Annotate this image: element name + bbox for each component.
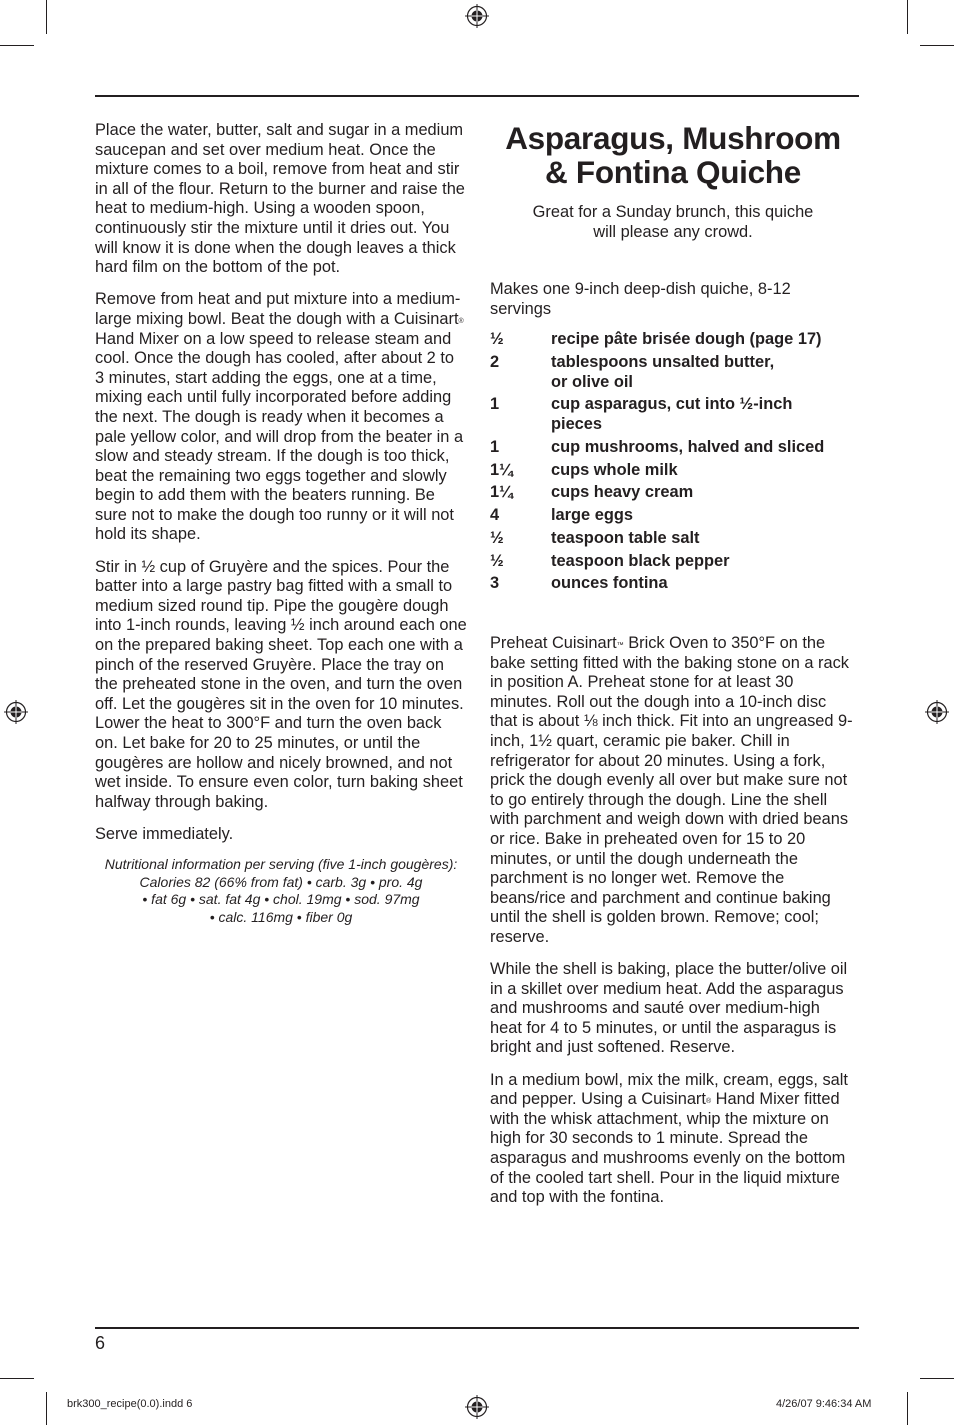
crop-mark <box>907 0 908 34</box>
crop-mark <box>920 45 954 46</box>
crop-mark <box>0 1378 34 1379</box>
text-run: Hand Mixer fitted with the whisk attachment, whip the mixture on high for 30 seconds to 1 minute. Spread the asparagus and mushrooms evenly on the bottom of the cooled tart shell. Pour in the liquid mixture and top with the fontina. <box>490 1090 846 1207</box>
method-paragraph: Stir in ½ cup of Gruyère and the spices. Pour the batter into a large pastry bag fitted with a small to medium sized round tip. Pipe the gougère dough into 1-inch rounds, leaving ½ inch around each one on the prepared baking sheet. Top each one with a pinch of the reserved Gruyère. Place the tray on the preheated stone in the oven, and turn the oven off. Let the gougères sit in the oven for 10 minutes. Lower the heat to 300°F and turn the oven back on. Let bake for 20 to 25 minutes, or until the gougères are hollow and nicely browned, and not wet inside. To ensure even color, turn baking sheet halfway through baking. <box>95 557 467 811</box>
ingredient-qty: 4 <box>490 506 500 525</box>
ingredient-row <box>490 552 856 572</box>
text-run: Remove from heat and put mixture into a medium-large mixing bowl. Beat the dough with a Cuisinart <box>95 290 461 328</box>
text-run: Preheat Cuisinart <box>490 634 617 652</box>
ingredient-item: ounces fontina <box>551 574 668 593</box>
registration-mark-icon <box>925 700 949 724</box>
recipe-subtitle: Great for a Sunday brunch, this quiche will please any crowd. <box>532 203 814 241</box>
ingredient-row <box>490 438 856 458</box>
crop-mark <box>920 1378 954 1379</box>
slug-timestamp: 4/26/07 9:46:34 AM <box>776 1398 872 1410</box>
ingredient-item: cup asparagus, cut into ½-inch pieces <box>551 395 793 433</box>
ingredient-item: cups whole milk <box>551 460 678 479</box>
text-run: In a medium bowl, mix the milk, cream, eggs, salt and pepper. Using a Cuisinart <box>490 1070 848 1109</box>
registration-mark-icon <box>465 1395 489 1419</box>
crop-mark <box>46 0 47 34</box>
ingredient-qty: 2 <box>490 352 500 371</box>
ingredient-row <box>490 395 856 434</box>
ingredient-qty: 1¼ <box>490 483 513 502</box>
ingredient-item: teaspoon table salt <box>551 528 700 547</box>
ingredient-list <box>490 330 856 594</box>
ingredient-item: recipe pâte brisée dough (page 17) <box>551 330 822 349</box>
ingredient-row <box>490 529 856 549</box>
ingredient-qty: 1¼ <box>490 460 513 479</box>
ingredient-row <box>490 506 856 526</box>
method-paragraph: Place the water, butter, salt and sugar in a medium saucepan and set over medium heat. Once the mixture comes to a boil, remove from heat and stir in all of the flour. Return to the burner and raise the heat to medium-high. Using a wooden spoon, continuously stir the mixture until it dries out. You will know it is done when the dough leaves a thick hard film on the bottom of the pot. <box>95 121 465 277</box>
recipe-yield: Makes one 9-inch deep-dish quiche, 8-12 servings <box>490 280 791 318</box>
serve-note: Serve immediately. <box>95 824 234 843</box>
method-step <box>490 1071 856 1208</box>
trademark-symbol: ™ <box>616 642 624 649</box>
ingredient-row <box>490 483 856 503</box>
ingredient-row <box>490 330 856 350</box>
ingredient-item: teaspoon black pepper <box>551 551 730 570</box>
header-rule <box>95 95 859 97</box>
ingredient-item: tablespoons unsalted butter, or olive oil <box>551 352 775 391</box>
ingredient-qty: 1 <box>490 437 500 456</box>
ingredient-qty: ½ <box>490 551 504 570</box>
left-column <box>95 121 467 927</box>
ingredient-qty: 3 <box>490 574 500 593</box>
footer-rule <box>95 1327 859 1329</box>
page-number: 6 <box>95 1333 106 1353</box>
ingredient-row <box>490 461 856 481</box>
ingredient-qty: ½ <box>490 330 504 349</box>
ingredient-qty: ½ <box>490 528 504 547</box>
slug-filename: brk300_recipe(0.0).indd 6 <box>67 1398 193 1410</box>
text-run: Hand Mixer on a low speed to release steam and cool. Once the dough has cooled, after about 2 to 3 minutes, start adding the eggs, one at a time, mixing each until fully incorporated before adding the next. The dough is ready when it becomes a pale yellow color, and will drop from the beater in a slow and steady stream. If the dough is too thick, beat the remaining two eggs together and slowly begin to add them with the beaters running. Be sure not to make the dough too runny or it will not hold its shape. <box>95 329 464 544</box>
ingredient-item: cups heavy cream <box>551 483 694 502</box>
crop-mark <box>46 1392 47 1425</box>
text-run: Brick Oven to 350°F on the bake setting fitted with the baking stone on a rack in position A. Preheat stone for at least 30 minutes. Roll out the dough into a 10-inch disc that is about ⅛ inch thick. Fit into an ungreased 9-inch, 1½ quart, ceramic pie baker. Chill in refrigerator for about 20 minutes. Using a fork, prick the dough evenly all over but make sure not to go entirely through the dough. Line the shell with parchment and weigh down with dried beans or rice. Bake in preheated oven for 15 to 20 minutes, or until the dough underneath the parchment is no longer wet. Remove the beans/rice and parchment and continue baking until the shell is golden brown. Remove; cool; reserve. <box>490 634 853 946</box>
ingredient-item: cup mushrooms, halved and sliced <box>551 437 825 456</box>
trademark-symbol: ® <box>705 1098 712 1106</box>
crop-mark <box>0 45 34 46</box>
ingredient-item: large eggs <box>551 506 633 525</box>
crop-mark <box>907 1392 908 1425</box>
method-step: While the shell is baking, place the butter/olive oil in a skillet over medium heat. Add the asparagus and mushrooms and sauté over medium-high heat for 4 to 5 minutes, or until the asparagus is bright and just softened. Reserve. <box>490 960 848 1057</box>
trademark-symbol: ® <box>458 317 464 325</box>
recipe-title: Asparagus, Mushroom & Fontina Quiche <box>505 120 841 190</box>
right-column <box>490 121 856 1220</box>
ingredient-row <box>490 353 856 392</box>
ingredient-row <box>490 574 856 594</box>
registration-mark-icon <box>4 700 28 724</box>
registration-mark-icon <box>465 4 489 28</box>
ingredient-qty: 1 <box>490 395 500 414</box>
nutrition-info: Nutritional information per serving (five 1-inch gougères): Calories 82 (66% from fat) • carb. 3g • pro. 4g • fat 6g • sat. fat 4g • chol. 19mg • sod. 97mg • calc. 116mg • fiber 0g <box>104 856 458 925</box>
method-step <box>490 634 856 948</box>
method-paragraph <box>95 290 467 545</box>
